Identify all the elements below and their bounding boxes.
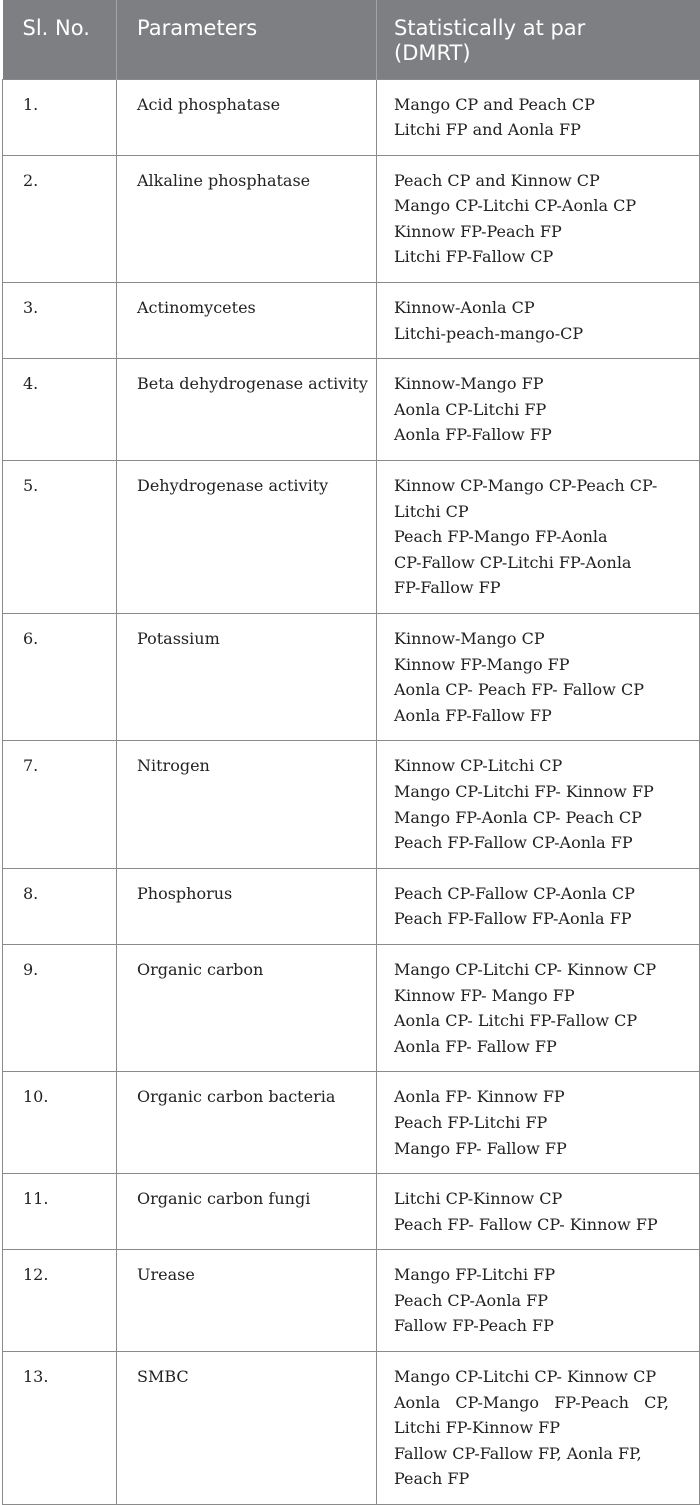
sl-no-cell: 7. [3, 741, 117, 868]
parameter-cell: Organic carbon [117, 944, 377, 1071]
at-par-cell [377, 614, 700, 741]
at-par-line: CP-Fallow CP-Litchi FP-Aonla [394, 552, 632, 572]
at-par-line: Mango FP-Aonla CP- Peach CP [394, 807, 642, 827]
at-par-line: Kinnow CP-Litchi CP [394, 756, 563, 776]
table-row [3, 741, 700, 868]
at-par-line: Mango CP-Litchi CP- Kinnow CP [394, 959, 657, 979]
table-row [3, 155, 700, 282]
sl-no-cell: 9. [3, 944, 117, 1071]
at-par-line: Peach CP-Aonla FP [394, 1290, 549, 1310]
parameter-cell: Potassium [117, 614, 377, 741]
at-par-line: Peach FP-Litchi FP [394, 1112, 548, 1132]
parameter-cell: Organic carbon fungi [117, 1174, 377, 1250]
at-par-line: Fallow CP-Fallow FP, Aonla FP, [394, 1443, 642, 1463]
header-sl-no: Sl. No. [22, 16, 90, 40]
at-par-cell [377, 359, 700, 461]
at-par-line: Aonla FP-Fallow FP [394, 705, 552, 725]
at-par-line: Litchi FP-Kinnow FP [394, 1418, 560, 1438]
at-par-line: Aonla FP-Fallow FP [394, 425, 552, 445]
at-par-line: Litchi-peach-mango-CP [394, 323, 584, 343]
at-par-line: Aonla FP- Fallow FP [394, 1036, 557, 1056]
at-par-line: Mango FP-Litchi FP [394, 1265, 556, 1285]
at-par-cell [377, 155, 700, 282]
at-par-line: Litchi FP-Fallow CP [394, 247, 554, 267]
at-par-cell [377, 944, 700, 1071]
at-par-line: Litchi CP [394, 501, 469, 521]
at-par-cell [377, 461, 700, 614]
at-par-line: Kinnow-Aonla CP [394, 298, 535, 318]
table-row [3, 868, 700, 944]
at-par-line: Peach FP-Fallow FP-Aonla FP [394, 909, 632, 929]
table-row [3, 79, 700, 155]
at-par-cell [377, 79, 700, 155]
table-row [3, 1174, 700, 1250]
header-row [3, 0, 700, 79]
parameter-cell: Actinomycetes [117, 283, 377, 359]
at-par-cell [377, 1174, 700, 1250]
at-par-line: Kinnow CP-Mango CP-Peach CP- [394, 476, 658, 496]
at-par-line: Kinnow FP-Peach FP [394, 221, 562, 241]
table-row [3, 283, 700, 359]
sl-no-cell: 13. [3, 1352, 117, 1505]
table-body [3, 79, 700, 1505]
at-par-line: Peach CP and Kinnow CP [394, 170, 600, 190]
sl-no-cell: 10. [3, 1072, 117, 1174]
sl-no-cell: 3. [3, 283, 117, 359]
at-par-line: Peach FP [394, 1469, 470, 1489]
at-par-line: Aonla CP-Mango FP-Peach CP, [394, 1392, 669, 1412]
at-par-line: Mango FP- Fallow FP [394, 1138, 567, 1158]
sl-no-cell: 6. [3, 614, 117, 741]
sl-no-cell: 4. [3, 359, 117, 461]
table-row [3, 944, 700, 1071]
at-par-line: Aonla CP- Litchi FP-Fallow CP [394, 1011, 638, 1031]
parameter-cell: Acid phosphatase [117, 79, 377, 155]
table-row [3, 1072, 700, 1174]
sl-no-cell: 12. [3, 1250, 117, 1352]
table-row [3, 1250, 700, 1352]
at-par-line: Peach FP-Fallow CP-Aonla FP [394, 833, 633, 853]
sl-no-cell: 2. [3, 155, 117, 282]
parameter-cell: Beta dehydrogenase activity [117, 359, 377, 461]
at-par-line: Kinnow-Mango FP [394, 374, 544, 394]
table-row [3, 359, 700, 461]
at-par-line: Peach FP-Mango FP-Aonla [394, 527, 608, 547]
at-par-line: Kinnow FP-Mango FP [394, 654, 570, 674]
at-par-line: Litchi CP-Kinnow CP [394, 1189, 563, 1209]
sl-no-cell: 1. [3, 79, 117, 155]
at-par-line: Peach CP-Fallow CP-Aonla CP [394, 883, 635, 903]
table-row [3, 614, 700, 741]
at-par-line: Peach FP- Fallow CP- Kinnow FP [394, 1214, 658, 1234]
at-par-cell [377, 1352, 700, 1505]
at-par-line: Kinnow FP- Mango FP [394, 985, 575, 1005]
at-par-line: Kinnow-Mango CP [394, 629, 545, 648]
parameter-cell: SMBC [117, 1352, 377, 1505]
at-par-line: Mango CP-Litchi FP- Kinnow FP [394, 781, 654, 801]
at-par-cell [377, 1250, 700, 1352]
at-par-line: Aonla FP- Kinnow FP [394, 1087, 565, 1107]
table-row [3, 461, 700, 614]
at-par-line: Mango CP-Litchi CP- Kinnow CP [394, 1367, 657, 1387]
sl-no-cell: 5. [3, 461, 117, 614]
parameter-cell: Urease [117, 1250, 377, 1352]
at-par-line: Aonla CP-Litchi FP [394, 399, 547, 419]
header-parameters: Parameters [117, 0, 377, 79]
header-statistically-at-par-line2: (DMRT) [394, 41, 471, 65]
at-par-cell [377, 868, 700, 944]
parameter-cell: Organic carbon bacteria [117, 1072, 377, 1174]
at-par-cell [377, 283, 700, 359]
at-par-line: FP-Fallow FP [394, 578, 501, 598]
parameter-cell: Phosphorus [117, 868, 377, 944]
at-par-line: Mango CP and Peach CP [394, 94, 595, 114]
parameter-cell: Dehydrogenase activity [117, 461, 377, 614]
dmrt-table [2, 0, 700, 1505]
parameter-cell: Alkaline phosphatase [117, 155, 377, 282]
header-statistically-at-par [377, 0, 700, 79]
sl-no-cell: 11. [3, 1174, 117, 1250]
header-statistically-at-par-line1: Statistically at par [394, 16, 586, 40]
at-par-cell [377, 1072, 700, 1174]
at-par-line: Mango CP-Litchi CP-Aonla CP [394, 196, 637, 216]
at-par-line: Fallow FP-Peach FP [394, 1316, 554, 1336]
at-par-line: Aonla CP- Peach FP- Fallow CP [394, 680, 644, 700]
at-par-cell [377, 741, 700, 868]
at-par-line: Litchi FP and Aonla FP [394, 120, 581, 140]
sl-no-cell: 8. [3, 868, 117, 944]
table-row [3, 1352, 700, 1505]
parameter-cell: Nitrogen [117, 741, 377, 868]
